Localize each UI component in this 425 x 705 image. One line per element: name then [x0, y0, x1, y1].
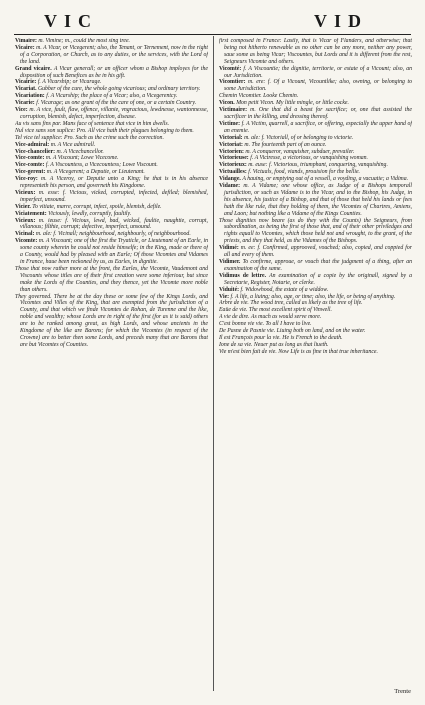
entry-definition: m. ieuse: f. Vicious, lewd, bad, wicked, faultie, naughtie, corrupt, villanous; filthie, corrupt; defective, imperfect, unsound. — [20, 217, 208, 231]
dictionary-entry — [219, 259, 412, 273]
entry-definition: Nul vice sans son suplice: Pro. All vice hath their plagues belonging to them. — [15, 127, 194, 134]
dictionary-entry — [219, 328, 412, 335]
entry-definition: m. A Viceroy, or Deputie unto a King; he that is in his absence representeth his person, and governeth his Kingdome. — [20, 176, 208, 190]
entry-definition: De Pasne de Pasnie vie. Liuing both on land, and on the water. — [219, 328, 366, 335]
dictionary-entry — [15, 128, 208, 135]
entry-definition: m. A conqueror, vanquisher, subduer, prevailer. — [245, 148, 355, 155]
entry-headword: Viciatement: — [15, 210, 47, 217]
entry-headword: Vice-roy: — [15, 176, 38, 183]
entry-definition: Eaüe de vie. The most excellent spirit of Vinwell. — [219, 307, 332, 314]
entry-definition: m. One that did a beast for sacrifice; or, one that assisted the sacrificer in the killing, and dressing thereof. — [224, 107, 412, 120]
dictionary-entry — [15, 142, 208, 149]
dictionary-entry — [219, 307, 412, 314]
dictionary-entry — [15, 211, 208, 218]
entry-headword: Vicomté: — [219, 65, 242, 72]
entry-definition: To confirme, approue, or vouch that the judgment of a thing, after an examination of the same. — [224, 259, 412, 272]
entry-definition: f. A Vicarship; the place of a Vicar; also, a Vicegerentcy. — [46, 93, 178, 100]
entry-headword: Vice-comte: — [15, 162, 45, 169]
dictionary-entry — [219, 176, 412, 183]
entry-definition: f. A Viscountess, a Vicecountess; Lowe Viscount. — [45, 162, 158, 169]
entry-definition: f. A Victresse, a victorious, or vanquishing woman. — [250, 155, 368, 162]
entry-definition: Arbre de vie. The wood tree, called as likely as the tree of life. — [219, 300, 363, 307]
entry-headword: Victorial: — [219, 134, 243, 141]
entry-definition: m. The fourteenth part of an ounce. — [244, 141, 327, 148]
entry-headword: Vicieux: — [15, 217, 36, 224]
entry-headword: Vice-admiral: — [15, 141, 50, 148]
catchword: Trente — [394, 688, 411, 695]
entry-headword: Victime: — [219, 120, 241, 127]
entry-headword: Vicieux: — [15, 189, 36, 196]
dictionary-entry — [219, 335, 412, 342]
dictionary-entry — [219, 183, 412, 218]
dictionary-entry — [15, 66, 208, 80]
entry-headword: Victorieux: — [219, 162, 247, 169]
entry-headword: Victorieuse: — [219, 155, 249, 162]
entry-definition: m. euse: f. Victorious, triumphant, conquering, vanquishing. — [248, 162, 388, 169]
right-column — [219, 38, 412, 356]
entry-definition: C'est bonne vie vie. To all I have to live. — [219, 321, 312, 328]
entry-definition: Vie m'est bien fait de vie. Now Life is as fine in that true inheritance. — [219, 348, 378, 355]
dictionary-entry — [15, 121, 208, 128]
entry-headword: Vice-chancelier: — [15, 148, 56, 155]
entry-definition: Au vis sans fins par. Mans face of sentence that vice in him dwells. — [15, 120, 170, 127]
entry-definition: f. A Victim, quarrell, a sacrifice, or offering, especially the upper hand of an enemie. — [224, 120, 412, 134]
entry-definition: m. ee: f. Confirmed, approoved, vouched; also, copied, and coppied for all and every of them. — [224, 245, 412, 259]
dictionary-entry — [219, 287, 412, 294]
entry-headword: Vidimus de lettre. — [219, 272, 267, 279]
entry-definition: f. A life, a liuing; also, age, or time; also, the life, or being of anything. — [230, 293, 396, 300]
entry-definition: They governed. There be at the day these or some few of the Kings Lords, and Vicomtes and Villes of the King, that are exempted from the jurisdiction of a County, and that which we finde Vicomtes de Rohan, de Turenne and the like, noble and wealthy; whose Lords are in right of the first (for as it is said) others are to be ranked among great, as high Lords, and whose ancients in the Kingdome of the like are Barons; for which the Vicomtes (in respect of the Crowne) are to better then some Lords, and preceds many that are Barons that are but Vicomtes of Counties. — [15, 293, 208, 348]
dictionary-entry — [15, 38, 208, 45]
entry-definition: m. A Vicechancellor. — [56, 148, 104, 155]
entry-headword: Vimaire: — [15, 38, 37, 44]
entry-headword: Vicomte: — [15, 238, 38, 245]
entry-headword: Vice: — [15, 107, 28, 114]
entry-definition: m. A vice, fault, flaw, offence, villanie, vngracious, lewdnesse, wantonnesse, corruption, blemish, defect, imperfection, disease. — [20, 107, 208, 120]
entry-headword: Vicomtier: — [219, 79, 246, 86]
entry-headword: Vie: — [219, 293, 230, 300]
entry-headword: Vicarie: — [15, 100, 35, 107]
entry-definition: Those dignities now beare (as do they with the Counts) the Seigneurs, from subordination, as being the first of those that, and of their other priviledges and rights equall to Vicomtes, which those held not and wrought, to the grant, of the priests, and they that held, as the Vidames of the Bishops. — [219, 217, 412, 245]
entry-definition: Tel vice tel supplice: Pro. Such as the crime such the correction. — [15, 134, 164, 141]
entry-definition: f. Vicarage; as one grant of the the care of one, or a certain Country. — [36, 100, 197, 107]
dictionary-entry — [15, 266, 208, 294]
entry-definition: Those that now rather more at the front, the Earles, the Vicomte, Vaudemont and Viscounts whose titles are of their first creation were some inferiour, but since make the Lords of the Counties, and they thence, yet the Vicomte more noble than others. — [15, 265, 208, 293]
entry-definition: f. A Viscountie; the dignitie, territorie, or estate of a Vicount; also, an our Jurisdiction. — [224, 65, 412, 79]
entry-definition: m. A Viscount; one of the first the Tryaticle, or Lieutenant of an Earle, in some county wherein he could not reside himselfe; in the King, made or there of a County, would had by pleased with an Earle; Of those Vicomtes and Vidames in France, haue been reckoned by us, as Earles, in dignitie. — [20, 238, 208, 265]
dictionary-entry — [219, 135, 412, 142]
entry-headword: Vicon. — [219, 100, 235, 107]
dictionary-entry — [15, 190, 208, 204]
dictionary-entry — [15, 204, 208, 211]
dictionary-entry — [219, 349, 412, 356]
entry-headword: Vidame: — [219, 183, 241, 190]
dictionary-entry — [15, 45, 208, 66]
entry-headword: Victoriat: — [219, 141, 243, 148]
entry-definition: Gubber of the cure, the whole going vicarious; and ordinary territory. — [37, 86, 201, 93]
entry-definition: f. Widowhood, the estate of a widdow. — [240, 286, 329, 293]
dictionary-entry — [219, 121, 412, 135]
entry-headword: Victimaire: — [219, 107, 248, 114]
dictionary-entry — [219, 245, 412, 259]
dictionary-entry — [15, 149, 208, 156]
entry-definition: m. ale: f. Vicinall; neighbourhood, neighbourly, of neighbourhood. — [35, 231, 191, 238]
entry-definition: m. esse: f. Vicious, vicked, corrupted, infected, defiled; blemished, imperfect, unsound. — [20, 189, 208, 203]
dictionary-entry — [219, 321, 412, 328]
entry-headword: Vidimé: — [219, 245, 239, 252]
dictionary-entry — [15, 135, 208, 142]
entry-definition: m. Vimine; m., could the most sing tree. — [38, 38, 130, 44]
entry-headword: Vicairie: — [15, 79, 37, 86]
dictionary-entry — [219, 66, 412, 80]
entry-definition: A hauing, or emptying out of a vessell, a voyding, a vacuatie; a Vidima. — [242, 176, 409, 183]
entry-definition: m. A Viscount; Lowe Vicecome. — [45, 155, 119, 162]
entry-headword: Vidange. — [219, 176, 241, 183]
running-header — [14, 9, 411, 35]
entry-definition: m. A Vice admirall. — [50, 141, 96, 148]
header-left-guideword: VIC — [44, 11, 99, 31]
dictionary-entry — [219, 79, 412, 93]
entry-definition: To vitiate, marre, corrupt, infect, spoile, blemish, defile. — [32, 203, 162, 210]
dictionary-entry — [15, 107, 208, 121]
dictionary-entry — [15, 238, 208, 266]
entry-headword: Vicariation: — [15, 93, 45, 100]
entry-definition: m. ale: f. Victoriall, of or belonging to victorie. — [244, 134, 354, 141]
header-rule — [14, 34, 411, 35]
entry-headword: Victuailles: — [219, 169, 247, 176]
entry-definition: m. A Vicar, or Vicegerent; also, the Tenant, or Ternement, now in the right of a Corporation, or Church, as to any duties, or the services, with the Lord of the land. — [20, 44, 208, 65]
dictionary-entry — [219, 342, 412, 349]
dictionary-entry — [15, 218, 208, 232]
entry-definition: m. ere: f. Of a Vicount, Vicountlike; also, owning, or belonging to some Jurisdiction. — [224, 79, 412, 93]
column-divider — [213, 36, 214, 691]
dictionary-entry — [219, 38, 412, 66]
entry-definition: An examination of a copie by the originall, signed by a Secretarie, Register, Notarie, or clerke. — [224, 272, 412, 286]
entry-definition: m. A Vicegerent; a Deputie, or Lieutenant. — [46, 169, 145, 176]
entry-definition: f. Victuals, food, viands, prouision for the bellie. — [248, 169, 361, 176]
entry-headword: Victorien: — [219, 148, 244, 155]
entry-definition: A Vicar generall; or an officer whom a Bishop imployes for the disposition of such Benefices as be in his gift. — [20, 65, 208, 79]
entry-definition: Mon petit Vicon. My little mingle, or little cocke. — [236, 100, 349, 107]
dictionary-entry — [219, 93, 412, 100]
dictionary-entry — [15, 169, 208, 176]
entry-headword: Vicier. — [15, 203, 31, 210]
dictionary-entry — [15, 294, 208, 349]
dictionary-entry — [219, 314, 412, 321]
entry-headword: Vidimer. — [219, 259, 241, 265]
entry-definition: f. A Vicarship; or Vicarage. — [37, 79, 102, 86]
entry-definition: Viciously, lewdly, corruptly, faultily. — [48, 210, 132, 217]
dictionary-entry — [219, 273, 412, 287]
entry-headword: Vicaire: — [15, 44, 35, 51]
left-column — [15, 38, 208, 349]
dictionary-entry — [15, 162, 208, 169]
entry-headword: Viduité: — [219, 286, 240, 293]
entry-headword: Vicinal: — [15, 231, 35, 238]
entry-headword: Vice-gerent: — [15, 169, 46, 176]
entry-definition: Ione de sa vie. Neuer put as long as that liueth. — [219, 341, 329, 348]
header-right-guideword: VID — [314, 11, 369, 31]
entry-headword: Grand vicaire. — [15, 65, 52, 72]
entry-headword: Vicariat. — [15, 86, 37, 93]
dictionary-entry — [219, 142, 412, 149]
entry-definition: first composed in France: Lastly, that is Vicar of Flanders, and otherwise; that being not hitherto renewable as no other can be any more, neither any power, saue some as being Vicar; Viscountes, but Lords and it is different from the rest, Seigneurs Vicomte and others. — [219, 38, 412, 65]
entry-definition: Il est François pour la vie. He is French to the death. — [219, 334, 343, 341]
entry-definition: Chemin Vicomtier. Looke Chemin. — [219, 93, 299, 100]
dictionary-entry — [219, 218, 412, 246]
entry-definition: A vie de dire. As much as would serve more. — [219, 314, 322, 321]
dictionary-entry — [15, 176, 208, 190]
dictionary-entry — [219, 107, 412, 121]
entry-headword: Vice-comte: — [15, 155, 45, 162]
entry-definition: m. A Vidame; one whose office, as Judge of a Bishops temporall jurisdiction, or such as Vidame is to the Vicar, and to the Bishop, his Judge, in his absence, his justice of a Bishop, and that of those that held his lands or fees hath the like rule, that they holding of them, the Vicomtes of Chartres, Amiens, and Laon; but nothing like a Vidame of the Kings Counties. — [224, 183, 412, 217]
